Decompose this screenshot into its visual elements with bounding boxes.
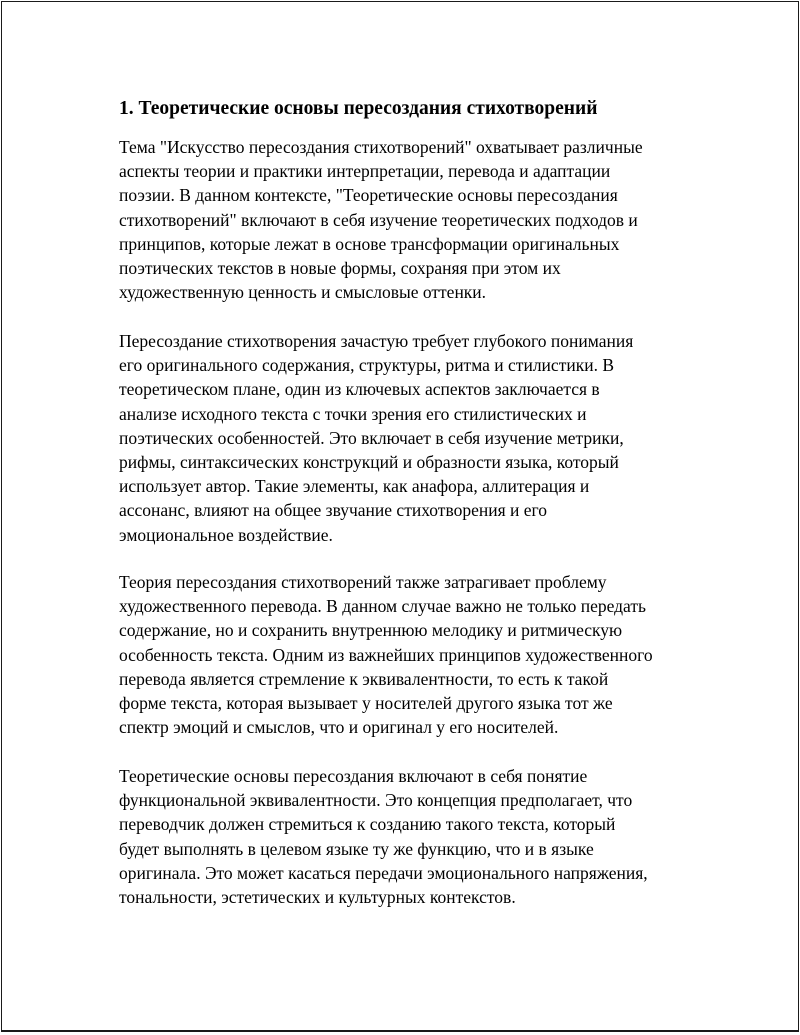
document-page xyxy=(1,1,799,1032)
paragraph-line: рифмы, синтаксических конструкций и образности языка, который xyxy=(119,452,619,473)
section-heading: 1. Теоретические основы пересоздания стихотворений xyxy=(119,98,598,119)
paragraph-line: перевода является стремление к эквивалентности, то есть к такой xyxy=(119,668,609,689)
paragraph-line: анализе исходного текста с точки зрения его стилистических и xyxy=(119,403,587,424)
paragraph-line: художественного перевода. В данном случае важно не только передать xyxy=(119,596,646,617)
paragraph-line: художественную ценность и смысловые оттенки. xyxy=(119,282,487,303)
paragraph-line: теоретическом плане, один из ключевых аспектов заключается в xyxy=(119,379,600,400)
paragraph-line: принципов, которые лежат в основе трансформации оригинальных xyxy=(119,233,620,254)
paragraph-line: поэтических особенностей. Это включает в себя изучение метрики, xyxy=(119,427,624,448)
paragraph-line: Пересоздание стихотворения зачастую требует глубокого понимания xyxy=(119,331,634,351)
paragraph-line: переводчик должен стремиться к созданию такого текста, который xyxy=(119,814,616,835)
paragraph-line: Тема "Искусство пересоздания стихотворений" охватывает различные xyxy=(119,137,643,157)
paragraph-1 xyxy=(119,135,643,304)
paragraph-line: функциональной эквивалентности. Это концепция предполагает, что xyxy=(119,790,633,811)
paragraph-2 xyxy=(119,329,633,547)
paragraph-line: оригинала. Это может касаться передачи эмоционального напряжения, xyxy=(119,862,648,883)
paragraph-line: аспекты теории и практики интерпретации, перевода и адаптации xyxy=(119,161,611,182)
paragraph-line: его оригинального содержания, структуры, ритма и стилистики. В xyxy=(119,355,614,376)
paragraph-line: будет выполнять в целевом языке ту же функцию, что и в языке xyxy=(119,838,594,859)
paragraph-line: стихотворений" включают в себя изучение теоретических подходов и xyxy=(119,209,638,230)
paragraph-3 xyxy=(119,570,653,739)
paragraph-line: эмоциональное воздействие. xyxy=(119,524,333,545)
paragraph-line: спектр эмоций и смыслов, что и оригинал у его носителей. xyxy=(119,717,559,738)
paragraph-line: использует автор. Такие элементы, как анафора, аллитерация и xyxy=(119,476,590,497)
paragraph-line: Теория пересоздания стихотворений также затрагивает проблему xyxy=(119,572,607,592)
paragraph-4 xyxy=(119,764,648,909)
paragraph-line: поэзии. В данном контексте, "Теоретические основы пересоздания xyxy=(119,185,618,206)
paragraph-line: тональности, эстетических и культурных контекстов. xyxy=(119,887,516,908)
paragraph-line: содержание, но и сохранить внутреннюю мелодику и ритмическую xyxy=(119,620,623,641)
paragraph-line: форме текста, которая вызывает у носителей другого языка тот же xyxy=(119,693,613,714)
paragraph-line: ассонанс, влияют на общее звучание стихотворения и его xyxy=(119,500,548,521)
paragraph-line: особенность текста. Одним из важнейших принципов художественного xyxy=(119,644,653,665)
paragraph-line: Теоретические основы пересоздания включают в себя понятие xyxy=(119,766,588,786)
paragraph-line: поэтических текстов в новые формы, сохраняя при этом их xyxy=(119,258,561,279)
